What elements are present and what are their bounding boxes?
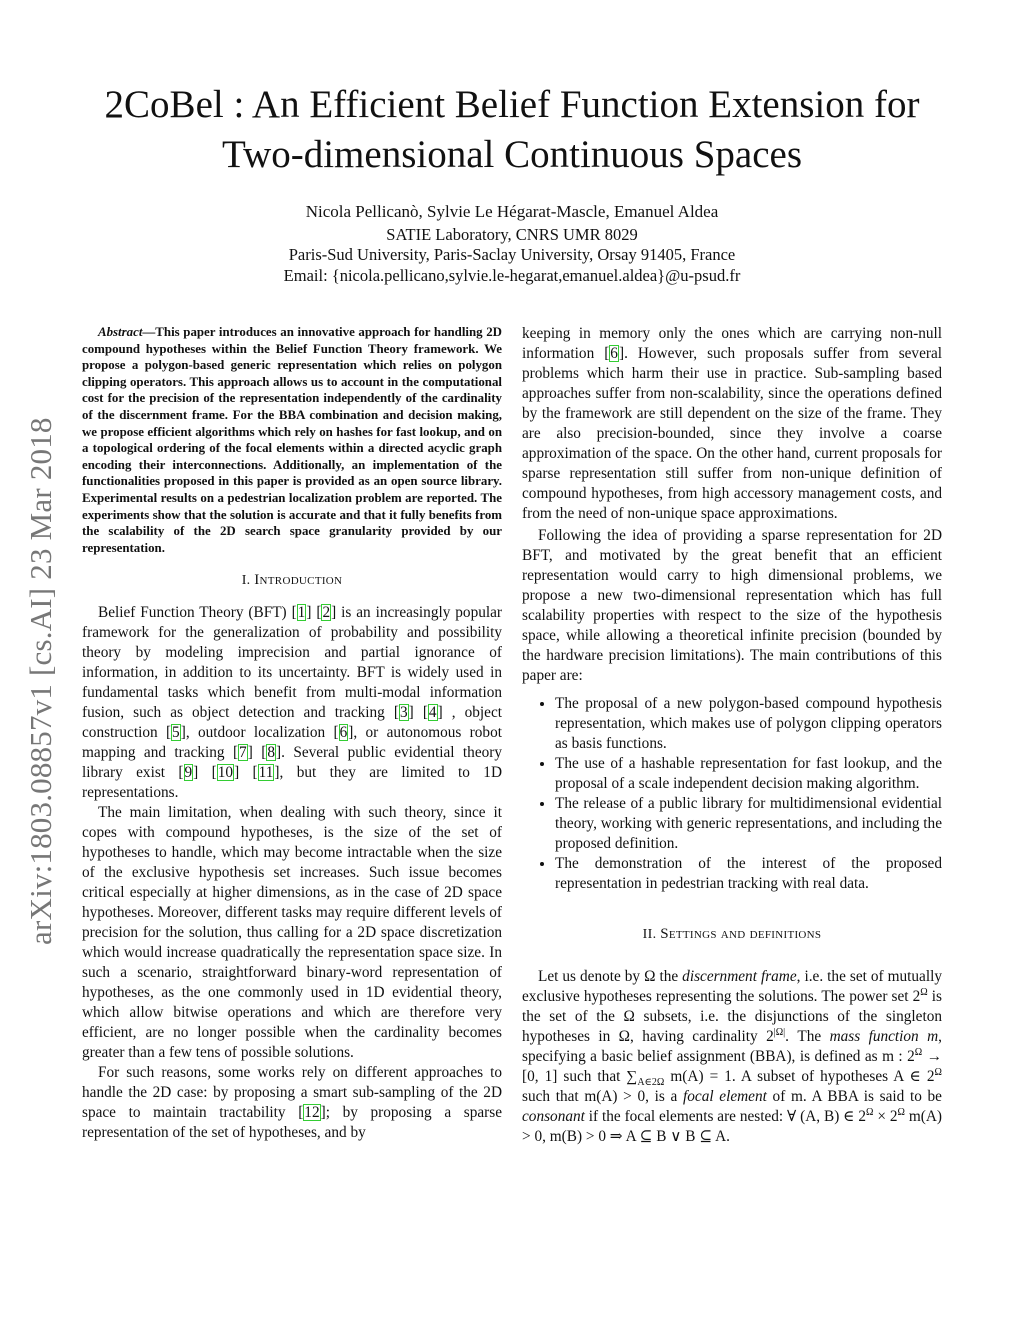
author-email[interactable]: Email: {nicola.pellicano,sylvie.le-hegarat,emanuel.aldea}@u-psud.fr — [283, 265, 741, 285]
text: Let us denote by Ω the — [538, 968, 683, 985]
citation-link[interactable]: 6 — [610, 345, 618, 362]
term: discernment frame — [682, 968, 797, 985]
section-heading-settings — [522, 924, 942, 945]
abstract-label: Abstract — [98, 325, 143, 339]
math-sup: Ω — [866, 1106, 874, 1118]
citation-link[interactable]: 3 — [399, 704, 408, 722]
left-column — [82, 324, 502, 1143]
math-sup: Ω — [920, 986, 928, 998]
title-line-1: 2CoBel : An Efficient Belief Function Extension for — [104, 83, 920, 126]
author-names: Nicola Pellicanò, Sylvie Le Hégarat-Mascle, Emanuel Aldea — [305, 202, 719, 221]
abstract — [82, 324, 502, 556]
right-column — [522, 324, 942, 1147]
paragraph: For such reasons, some works rely on different approaches to handle the 2D case: by proposing a smart sub-sampling of the 2D space to maintain tractability [12]; by proposing a sparse representation of the set of hypotheses, and by — [82, 1064, 502, 1142]
citation-link[interactable]: 11 — [258, 764, 274, 782]
section-title: Introduction — [254, 572, 343, 589]
citation[interactable]: [9] — [178, 764, 199, 782]
citation-link[interactable]: 6 — [339, 724, 348, 742]
citation[interactable]: [4] — [422, 704, 443, 722]
paragraph: Following the idea of providing a sparse representation for 2D BFT, and motivated by the great benefit that an efficient representation would carry to high dimensional problems, we propose a new two-dimensional representation which has full scalability properties with respect to the size of the hypothesis space, while allowing a theoretical infinite precision (bounded by the hardware precision limitations). The main contributions of this paper are: — [522, 527, 942, 684]
citation-link[interactable]: 5 — [172, 724, 180, 742]
paragraph: Belief Function Theory (BFT) [1] [2] is an increasingly popular framework for the generalization of probability and possibility theory by modeling imprecision and partial ignorance of information, in addition to its uncertainty. BFT is widely used in fundamental tasks which benefit from multi-modal information fusion, such as object detection and tracking [3] [4] , object construction [5], outdoor localization [6], or autonomous robot mapping and tracking [7] [8]. Several public evidential theory library exist [9] [10] [11], but they are limited to 1D representations. — [82, 604, 503, 802]
section-number: II. — [642, 927, 661, 942]
text: → [0, 1] such that ∑ — [522, 1048, 942, 1085]
text: m(A) > 0, m(B) > 0 ⇒ A ⊆ B ∨ B ⊆ A. — [522, 1108, 942, 1145]
citation[interactable]: [11] — [252, 764, 280, 782]
citation[interactable]: [6] — [604, 345, 625, 362]
paragraph: The main limitation, when dealing with such theory, since it copes with compound hypotheses, is the size of the set of hypotheses to handle, which may become intractable when the size of the exclusive hypothesis set increases. Such issue becomes critical especially at higher dimensions, as in the case of 2D space hypotheses. Moreover, different tasks may require different levels of precision for the solution, thus calling for a 2D space discretization which would increase quadratically the representation space size. In such a scenario, straightforward binary-word representation of hypotheses, as the one commonly used in 1D evidential theory, which allow bitwise operations and which are therefore very efficient, are no longer possible when the cardinality becomes greater than a few tens of possible solutions. — [82, 804, 502, 1062]
citation[interactable]: [5] — [165, 724, 186, 742]
citation[interactable]: [6] — [333, 724, 354, 742]
citation[interactable]: [10] — [211, 764, 240, 782]
term: consonant — [522, 1108, 585, 1125]
affiliation-university: Paris-Sud University, Paris-Saclay University, Orsay 91405, France — [288, 245, 736, 264]
citation[interactable]: [8] — [261, 744, 282, 762]
list-item: • The release of a public library for multidimensional evidential theory, working with generic representations, and including the proposed definition. — [555, 794, 942, 854]
citation-link[interactable]: 12 — [304, 1104, 320, 1122]
list-item: • The use of a hashable representation for fast lookup, and the proposal of a scale independent decision making algorithm. — [555, 754, 942, 794]
citation-link[interactable]: 1 — [297, 604, 306, 622]
definitions-paragraph — [522, 967, 942, 1147]
text: such that m(A) > 0, is a — [522, 1088, 684, 1105]
section-title: Settings and definitions — [660, 926, 822, 942]
term: focal element — [683, 1088, 767, 1105]
text: if the focal elements are nested: ∀ (A, B) ∈ 2 — [584, 1108, 867, 1125]
abstract-text: —This paper introduces an innovative approach for handling 2D compound hypotheses within the Belief Function Theory framework. We propose a polygon-based generic representation which relies on polygon clipping operators. This approach allows us to account in the computational cost for the precision of the representation independently of the cardinality of the discernment frame. For the BBA combination and decision making, we propose efficient algorithms which rely on hashes for fast lookup, and on a topological ordering of the focal elements within a directed acyclic graph encoding their interconnections. Additionally, an implementation of the functionalities proposed in this paper is provided as an open source library. Experimental results on a pedestrian localization problem are reported. The experiments show that the solution is accurate and that it fully benefits from the scalability of the 2D search space granularity provided by our representation. — [82, 325, 502, 555]
text: . The — [785, 1028, 830, 1045]
title-line-2: Two-dimensional Continuous Spaces — [221, 133, 803, 176]
math-sub: A∈2Ω — [637, 1077, 665, 1089]
citation-link[interactable]: 7 — [239, 744, 247, 762]
citation-link[interactable]: 4 — [428, 704, 437, 722]
paragraph: keeping in memory only the ones which are carrying non-null information [6]. However, such proposals suffer from several problems which harm their use in practice. Sub-sampling based approaches suffer from non-scalability, since the operations defined by the framework are still dependent on the size of the frame. They are also precision-bounded, since they involve a coarse approximation of the space. On the other hand, current proposals for sparse representation still suffer from non-unique definition of compound hypotheses, from high accessory management costs, and from the need of non-unique space approximations. — [522, 325, 943, 522]
arxiv-stamp: arXiv:1803.08857v1 [cs.AI] 23 Mar 2018 — [23, 417, 58, 945]
text: , i.e. the set of mutually exclusive hypotheses representing the solutions. The power set 2 — [522, 968, 942, 1005]
text: of m. A BBA is said to be — [766, 1088, 942, 1105]
affiliation-lab: SATIE Laboratory, CNRS UMR 8029 — [386, 224, 638, 244]
section-heading-introduction — [82, 570, 502, 591]
section-number: I. — [241, 573, 255, 589]
citation[interactable]: [7] — [232, 744, 253, 762]
citation[interactable]: [1] — [291, 604, 312, 622]
list-item: • The demonstration of the interest of the proposed representation in pedestrian tracking with real data. — [555, 854, 942, 894]
citation-link[interactable]: 2 — [322, 604, 331, 622]
text: is the set of the Ω subsets, i.e. the disjunctions of the singleton hypotheses in Ω, having cardinality 2 — [522, 988, 943, 1045]
citation[interactable]: [3] — [393, 704, 414, 722]
author-block — [0, 202, 1024, 286]
citation[interactable]: [12] — [298, 1104, 326, 1122]
citation-link[interactable]: 8 — [267, 744, 275, 762]
math-sup: Ω — [914, 1046, 923, 1058]
citation[interactable]: [2] — [316, 604, 337, 622]
math-sup: |Ω| — [773, 1026, 786, 1038]
text: × 2 — [873, 1108, 898, 1125]
text: m(A) = 1. A subset of hypotheses A ∈ 2 — [664, 1068, 935, 1085]
citation-link[interactable]: 10 — [217, 764, 234, 782]
list-item: • The proposal of a new polygon-based compound hypothesis representation, which makes use of polygon clipping operators as basis functions. — [555, 694, 942, 754]
math-sup: Ω — [897, 1106, 905, 1118]
contributions-list — [522, 694, 942, 894]
paper-title — [0, 80, 1024, 180]
term: mass function m — [829, 1028, 939, 1045]
math-sup: Ω — [934, 1066, 942, 1078]
citation-link[interactable]: 9 — [184, 764, 193, 782]
text: , specifying a basic belief assignment (BBA), is defined as m : 2 — [522, 1028, 942, 1065]
